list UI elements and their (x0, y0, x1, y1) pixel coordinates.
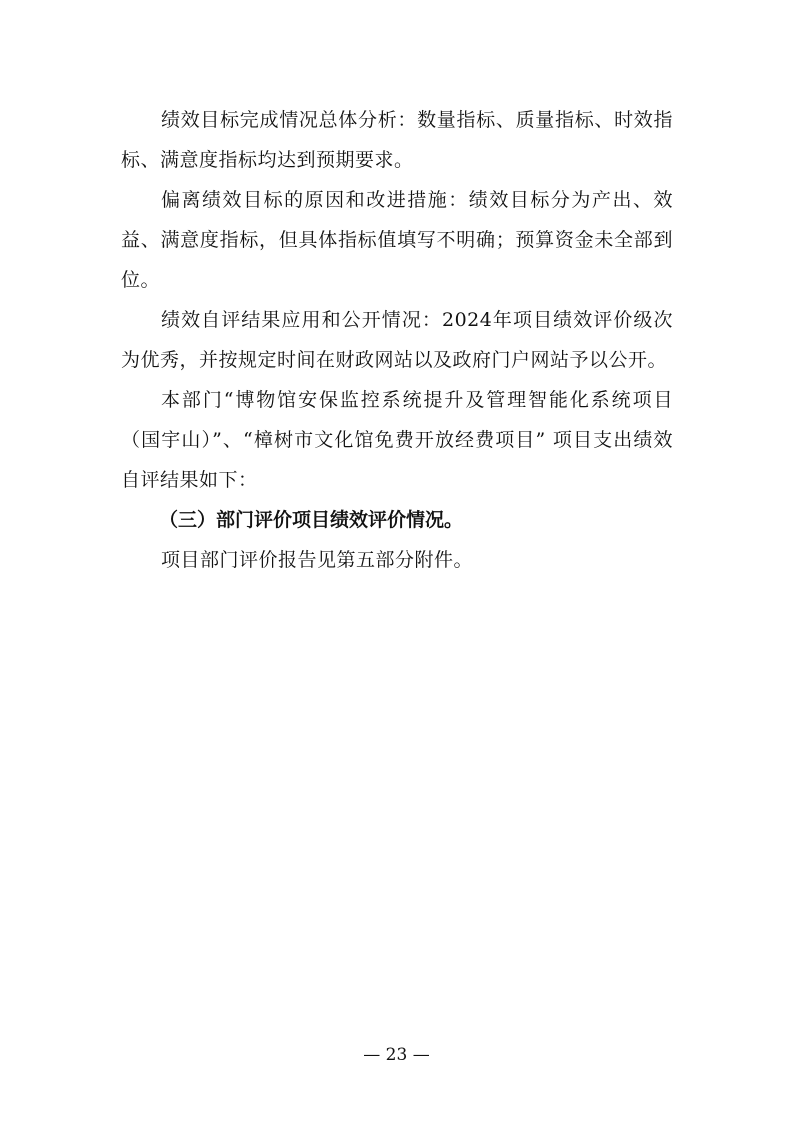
paragraph-target-analysis: 绩效目标完成情况总体分析：数量指标、质量指标、时效指标、满意度指标均达到预期要求。 (121, 109, 673, 171)
section-heading: （三）部门评价项目绩效评价情况。 (159, 509, 464, 531)
paragraph-deviation-causes: 偏离绩效目标的原因和改进措施：绩效目标分为产出、效益、满意度指标，但具体指标值填写不明确；预算资金未全部到位。 (121, 189, 673, 291)
paragraph-attachment-note: 项目部门评价报告见第五部分附件。 (161, 549, 474, 571)
paragraph-project-results: 本部门“博物馆安保监控系统提升及管理智能化系统项目（国宇山）”、“樟树市文化馆免费开放经费项目” 项目支出绩效自评结果如下： (121, 389, 673, 491)
body-text (121, 100, 673, 580)
paragraph-self-evaluation-disclosure: 绩效自评结果应用和公开情况：2024年项目绩效评价级次为优秀，并按规定时间在财政网站以及政府门户网站予以公开。 (121, 309, 673, 371)
page-number: — 23 — (363, 1045, 430, 1065)
